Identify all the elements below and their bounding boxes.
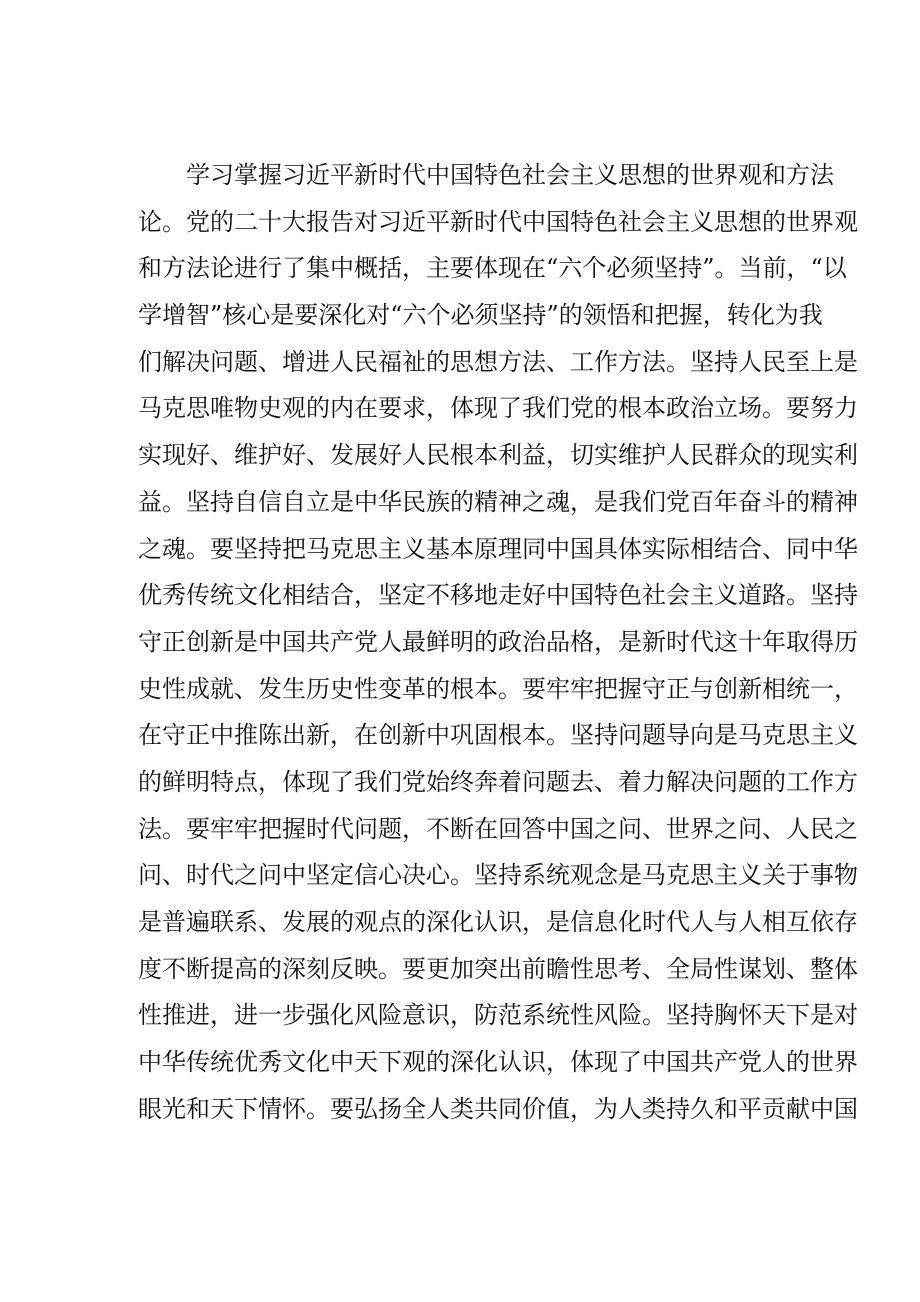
paragraph-line: 学增智”核心是要深化对“六个必须坚持”的领悟和把握，转化为我 — [138, 301, 823, 330]
paragraph-line: 学习掌握习近平新时代中国特色社会主义思想的世界观和方法 — [186, 161, 834, 189]
paragraph-line: 史性成就、发生历史性变革的根本。要牢牢把握守正与创新相统一， — [138, 674, 858, 703]
paragraph-line: 在守正中推陈出新，在创新中巩固根本。坚持问题导向是马克思主义 — [138, 721, 858, 750]
paragraph-line: 是普遍联系、发展的观点的深化认识，是信息化时代人与人相互依存 — [138, 908, 858, 936]
paragraph-line: 中华传统优秀文化中天下观的深化认识，体现了中国共产党人的世界 — [138, 1048, 858, 1077]
paragraph-line: 们解决问题、增进人民福祉的思想方法、工作方法。坚持人民至上是 — [138, 347, 858, 376]
paragraph-line: 问、时代之问中坚定信心决心。坚持系统观念是马克思主义关于事物 — [138, 861, 858, 890]
paragraph-line: 益。坚持自信自立是中华民族的精神之魂，是我们党百年奋斗的精神 — [138, 487, 858, 516]
paragraph-line: 的鲜明特点，体现了我们党始终奔着问题去、着力解决问题的工作方 — [138, 767, 858, 796]
paragraph-line: 之魂。要坚持把马克思主义基本原理同中国具体实际相结合、同中华 — [138, 534, 858, 563]
paragraph-line: 法。要牢牢把握时代问题，不断在回答中国之问、世界之问、人民之 — [138, 814, 858, 843]
paragraph-line: 马克思唯物史观的内在要求，体现了我们党的根本政治立场。要努力 — [138, 394, 858, 423]
paragraph-line: 眼光和天下情怀。要弘扬全人类共同价值，为人类持久和平贡献中国 — [138, 1094, 858, 1123]
paragraph-line: 度不断提高的深刻反映。要更加突出前瞻性思考、全局性谋划、整体 — [138, 954, 858, 983]
paragraph-line: 优秀传统文化相结合，坚定不移地走好中国特色社会主义道路。坚持 — [138, 581, 858, 610]
paragraph-line: 守正创新是中国共产党人最鲜明的政治品格，是新时代这十年取得历 — [138, 627, 858, 656]
paragraph-line: 实现好、维护好、发展好人民根本利益，切实维护人民群众的现实利 — [138, 441, 858, 470]
paragraph-line: 性推进，进一步强化风险意识，防范系统性风险。坚持胸怀天下是对 — [138, 1001, 858, 1030]
paragraph-line: 和方法论进行了集中概括，主要体现在“六个必须坚持”。当前，“以 — [138, 254, 847, 283]
body-paragraph — [138, 160, 858, 1140]
paragraph-line: 论。党的二十大报告对习近平新时代中国特色社会主义思想的世界观 — [138, 207, 858, 236]
